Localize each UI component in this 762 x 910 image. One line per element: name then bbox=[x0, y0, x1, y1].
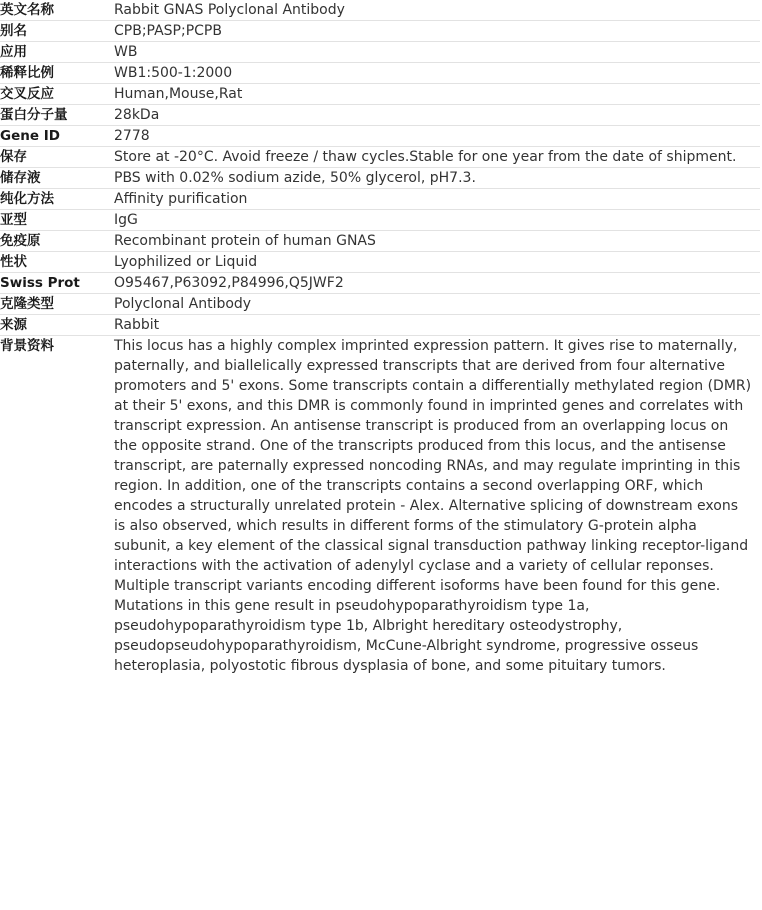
spec-key: 来源 bbox=[0, 315, 114, 336]
spec-row-immunogen bbox=[0, 231, 760, 252]
background-text: This locus has a highly complex imprinted expression pattern. It gives rise to maternally, paternally, and biallelically expressed transcripts that are derived from four alternative promoters and 5' exons. Some transcripts contain a differentially methylated region (DMR) at their 5' exons, and this DMR is commonly found in imprinted genes and correlates with transcript expression. An antisense transcript is produced from an overlapping locus on the opposite strand. One of the transcripts produced from this locus, and the antisense transcript, are paternally expressed noncoding RNAs, and may regulate imprinting in this region. In addition, one of the transcripts contains a second overlapping ORF, which encodes a structurally unrelated protein - Alex. Alternative splicing of downstream exons is also observed, which results in different forms of the stimulatory G-protein alpha subunit, a key element of the classical signal transduction pathway linking receptor-ligand interactions with the activation of adenylyl cyclase and a variety of cellular reponses. Multiple transcript variants encoding different isoforms have been found for this gene. Mutations in this gene result in pseudohypoparathyroidism type 1a, pseudohypoparathyroidism type 1b, Albright hereditary osteodystrophy, pseudopseudohypoparathyroidism, McCune-Albright syndrome, progressive osseus heteroplasia, polyostotic fibrous dysplasia of bone, and some pituitary tumors. bbox=[114, 338, 752, 674]
spec-row-background bbox=[0, 336, 760, 677]
spec-row-reactivity bbox=[0, 84, 760, 105]
spec-value: Recombinant protein of human GNAS bbox=[114, 231, 760, 252]
spec-key: 克隆类型 bbox=[0, 294, 114, 315]
spec-value: 2778 bbox=[114, 126, 760, 147]
spec-key: 保存 bbox=[0, 147, 114, 168]
spec-key: Gene ID bbox=[0, 126, 114, 147]
spec-value: PBS with 0.02% sodium azide, 50% glycerol, pH7.3. bbox=[114, 168, 760, 189]
spec-key: 英文名称 bbox=[0, 0, 114, 21]
spec-row-swiss-prot bbox=[0, 273, 760, 294]
spec-value: Human,Mouse,Rat bbox=[114, 84, 760, 105]
spec-value: CPB;PASP;PCPB bbox=[114, 21, 760, 42]
spec-row-storage bbox=[0, 147, 760, 168]
spec-key: 蛋白分子量 bbox=[0, 105, 114, 126]
spec-key: 纯化方法 bbox=[0, 189, 114, 210]
spec-row-dilution bbox=[0, 63, 760, 84]
spec-value: WB bbox=[114, 42, 760, 63]
spec-value: O95467,P63092,P84996,Q5JWF2 bbox=[114, 273, 760, 294]
spec-key: 交叉反应 bbox=[0, 84, 114, 105]
spec-row-molecular-weight bbox=[0, 105, 760, 126]
spec-value: WB1:500-1:2000 bbox=[114, 63, 760, 84]
spec-key: 亚型 bbox=[0, 210, 114, 231]
spec-value: Rabbit bbox=[114, 315, 760, 336]
spec-key: 储存液 bbox=[0, 168, 114, 189]
spec-value: IgG bbox=[114, 210, 760, 231]
spec-value: 28kDa bbox=[114, 105, 760, 126]
spec-value: Store at -20°C. Avoid freeze / thaw cycles.Stable for one year from the date of shipment. bbox=[114, 147, 760, 168]
spec-value: Lyophilized or Liquid bbox=[114, 252, 760, 273]
spec-value: Polyclonal Antibody bbox=[114, 294, 760, 315]
spec-row-clonality bbox=[0, 294, 760, 315]
background-key: 背景资料 bbox=[0, 338, 54, 354]
spec-row-gene-id bbox=[0, 126, 760, 147]
spec-row-form bbox=[0, 252, 760, 273]
spec-key: Swiss Prot bbox=[0, 273, 114, 294]
spec-key: 别名 bbox=[0, 21, 114, 42]
spec-value: Rabbit GNAS Polyclonal Antibody bbox=[114, 0, 760, 21]
spec-key: 应用 bbox=[0, 42, 114, 63]
spec-row-english-name bbox=[0, 0, 760, 21]
spec-row-isotype bbox=[0, 210, 760, 231]
spec-row-purification bbox=[0, 189, 760, 210]
spec-key: 免疫原 bbox=[0, 231, 114, 252]
spec-key: 稀释比例 bbox=[0, 63, 114, 84]
spec-row-host bbox=[0, 315, 760, 336]
spec-row-alias bbox=[0, 21, 760, 42]
spec-row-application bbox=[0, 42, 760, 63]
spec-value: Affinity purification bbox=[114, 189, 760, 210]
spec-row-buffer bbox=[0, 168, 760, 189]
spec-key: 性状 bbox=[0, 252, 114, 273]
